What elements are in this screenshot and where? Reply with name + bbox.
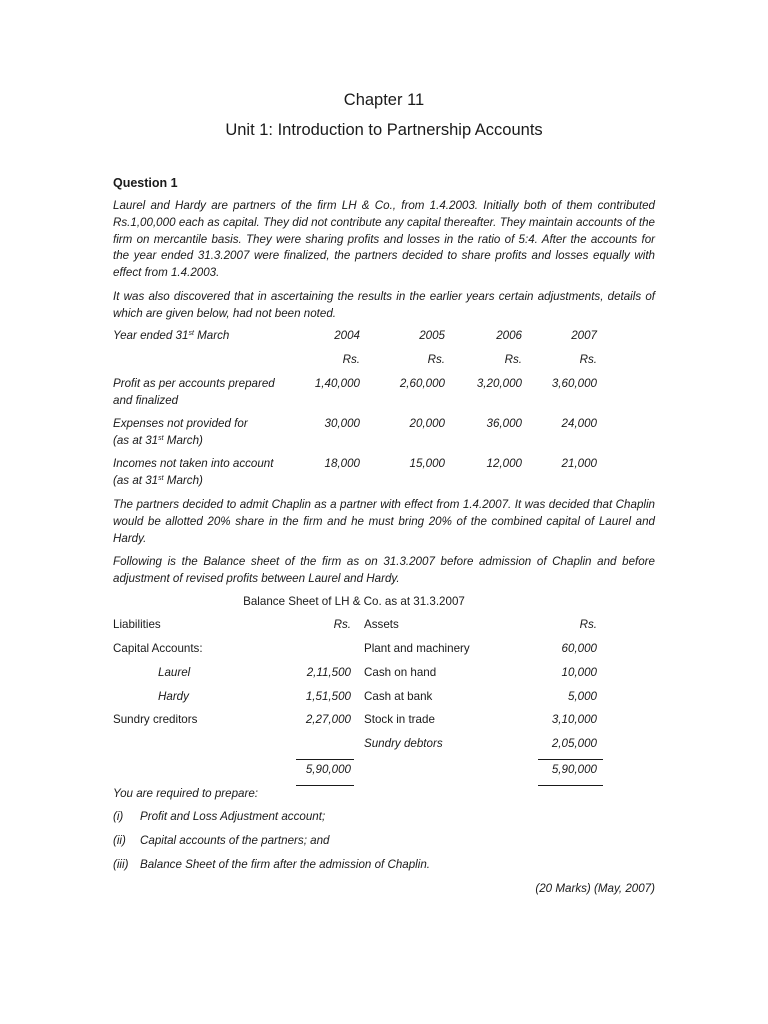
total-rule-top [296,759,354,760]
creditors-label: Sundry creditors [113,713,198,726]
year-label: Year ended 31st March [113,329,230,342]
asset-value: 5,000 [567,690,597,703]
requirements-intro: You are required to prepare: [113,787,259,800]
asset-value: 2,05,000 [551,737,597,750]
table-cell: 30,000 [324,417,360,430]
question-paragraph-2: It was also discovered that in ascertaining the results in the earlier years certain adjustments, details of which are given below, had not been noted. [113,290,655,320]
question-paragraph-1: Laurel and Hardy are partners of the firm LH & Co., from 1.4.2003. Initially both of them contributed Rs.1,00,000 each as capital. They did not contribute any capital thereafter. They maintain accounts of the firm on mercantile basis. They were sharing profits and losses in the ratio of 5:4. After the accounts for the year ended 31.3.2007 were finalized, the partners decided to share profits and losses equally with effect from 1.4.2003. [113,199,655,280]
requirement-text: Capital accounts of the partners; and [140,834,330,847]
creditors-value: 2,27,000 [305,713,351,726]
table-cell: 21,000 [561,457,597,470]
year-header: 2005 [419,329,445,342]
year-header: 2007 [571,329,597,342]
row-label: (as at 31st March) [113,434,203,447]
year-header: 2006 [496,329,522,342]
requirement-number: (iii) [113,858,129,871]
asset-value: 3,10,000 [551,713,597,726]
chapter-heading: Chapter 11 [343,91,425,109]
question-title: Question 1 [113,176,178,190]
unit-header: Rs. [427,353,445,366]
total-rule-bottom [538,785,603,786]
row-label: Expenses not provided for [113,417,248,430]
total-rule-top [538,759,603,760]
laurel-label: Laurel [158,666,191,679]
asset-value: 10,000 [561,666,597,679]
marks-note: (20 Marks) (May, 2007) [535,882,655,895]
balance-sheet-title: Balance Sheet of LH & Co. as at 31.3.2007 [243,595,465,608]
requirement-number: (i) [113,810,124,823]
row-label: and finalized [113,394,179,407]
row-label: Profit as per accounts prepared [113,377,275,390]
table-cell: 12,000 [486,457,522,470]
table-cell: 24,000 [561,417,597,430]
liabilities-header: Liabilities [113,618,161,631]
table-cell: 20,000 [409,417,445,430]
requirement-text: Balance Sheet of the firm after the admission of Chaplin. [140,858,431,871]
capital-accounts-label: Capital Accounts: [113,642,203,655]
asset-value: 60,000 [561,642,597,655]
total-rule-bottom [296,785,354,786]
table-cell: 3,60,000 [551,377,597,390]
unit-header: Rs. [342,353,360,366]
table-cell: 36,000 [486,417,522,430]
asset-label: Cash at bank [364,690,433,703]
assets-header: Assets [364,618,399,631]
year-header: 2004 [334,329,360,342]
question-paragraph-3: The partners decided to admit Chaplin as a partner with effect from 1.4.2007. It was decided that Chaplin would be allotted 20% share in the firm and he must bring 20% of the combined capital of Laurel and Hardy. [113,498,655,545]
hardy-label: Hardy [158,690,189,703]
question-paragraph-4: Following is the Balance sheet of the firm as on 31.3.2007 before admission of Chaplin and before adjustment of revised profits between Laurel and Hardy. [113,555,655,585]
row-label: Incomes not taken into account [113,457,274,470]
table-cell: 15,000 [409,457,445,470]
asset-label: Stock in trade [364,713,435,726]
hardy-value: 1,51,500 [305,690,351,703]
table-cell: 3,20,000 [476,377,522,390]
total-liabilities: 5,90,000 [305,763,351,776]
assets-unit: Rs. [579,618,597,631]
unit-heading: Unit 1: Introduction to Partnership Accounts [225,121,543,139]
asset-label: Cash on hand [364,666,437,679]
unit-header: Rs. [579,353,597,366]
asset-label: Plant and machinery [364,642,470,655]
table-cell: 18,000 [324,457,360,470]
table-cell: 1,40,000 [314,377,360,390]
liabilities-unit: Rs. [333,618,351,631]
total-assets: 5,90,000 [551,763,597,776]
row-label: (as at 31st March) [113,474,203,487]
laurel-value: 2,11,500 [306,666,351,679]
requirement-number: (ii) [113,834,126,847]
unit-header: Rs. [504,353,522,366]
asset-label: Sundry debtors [364,737,443,750]
requirement-text: Profit and Loss Adjustment account; [140,810,326,823]
table-cell: 2,60,000 [399,377,445,390]
